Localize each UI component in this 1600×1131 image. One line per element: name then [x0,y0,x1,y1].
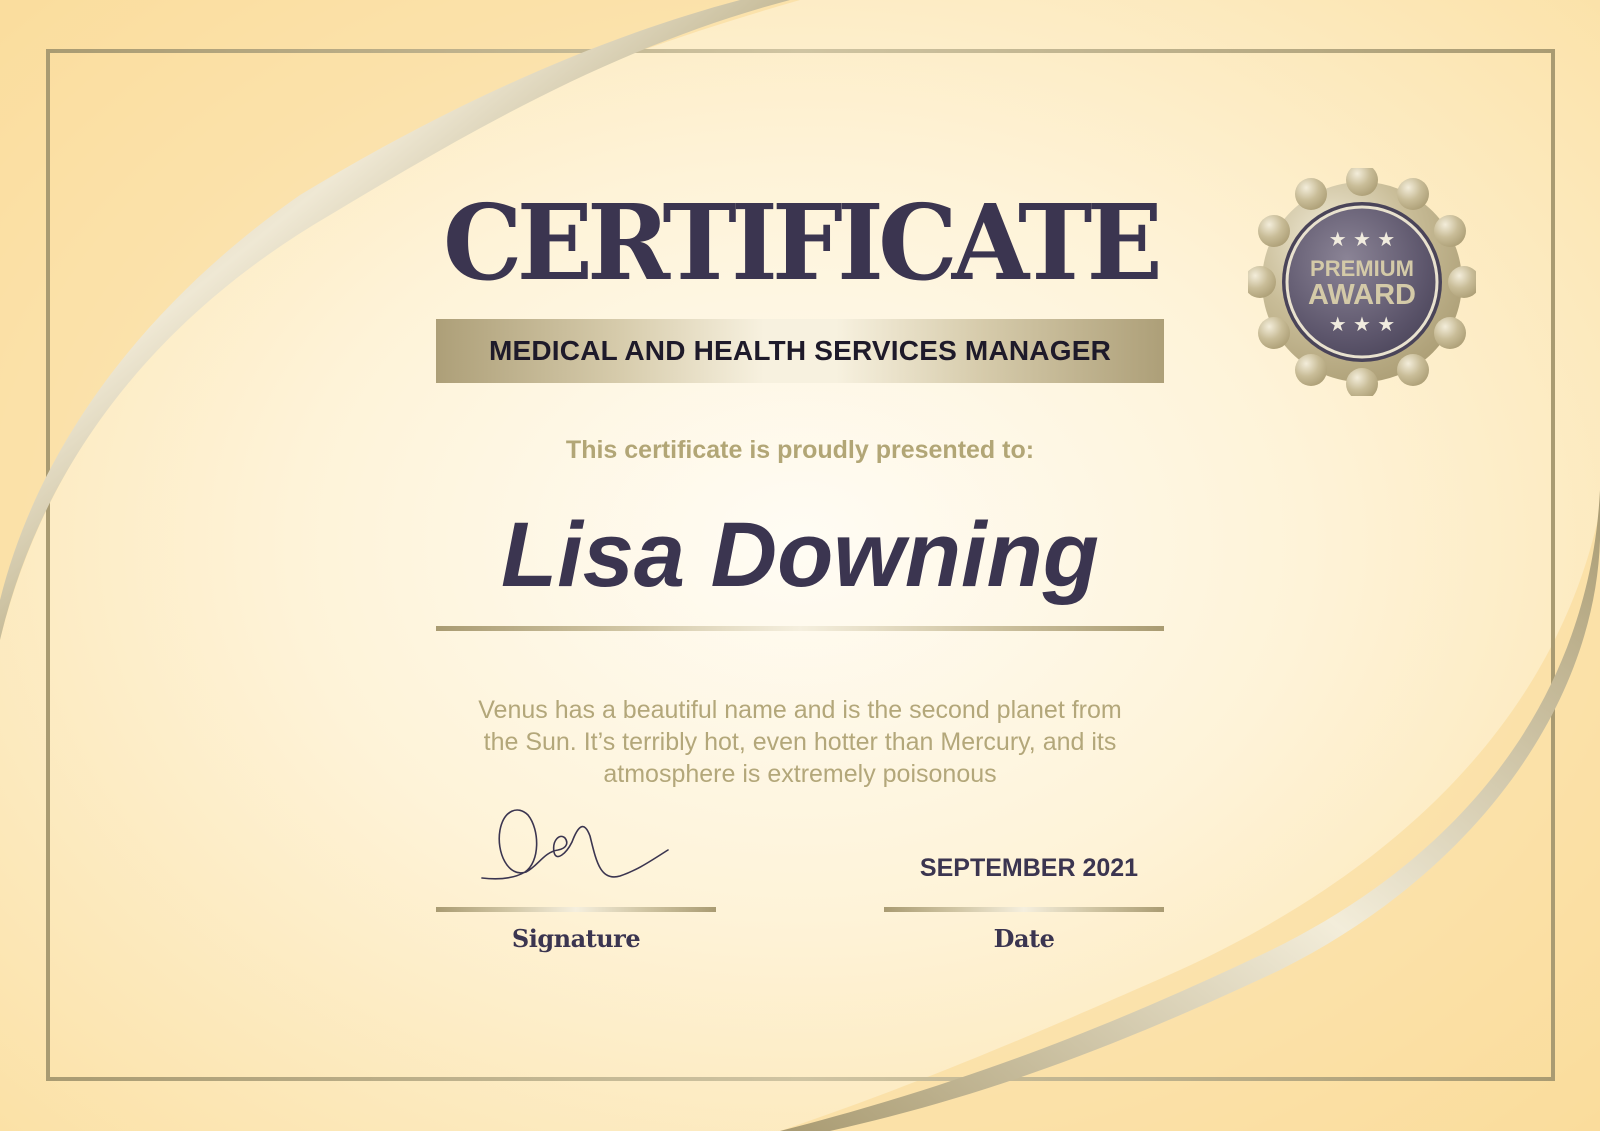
role-title: MEDICAL AND HEALTH SERVICES MANAGER [488,335,1111,366]
recipient-name: Lisa Downing [501,504,1099,606]
role-banner [436,319,1164,383]
seal-award-text: AWARD [1308,279,1416,311]
name-underline [436,626,1164,631]
signature-image [470,800,680,890]
certificate-title: CERTIFICATE [443,181,1157,304]
seal-bottom-stars: ★ ★ ★ [1328,312,1396,336]
premium-award-seal [1248,168,1476,396]
seal-top-stars: ★ ★ ★ [1328,227,1396,251]
certificate-description: Venus has a beautiful name and is the second planet from the Sun. It’s terribly hot, even hotter than Mercury, and its atmosphere is extremely poisonous [478,696,1122,788]
signature-label: Signature [511,924,641,953]
seal-premium-text: PREMIUM [1310,256,1414,281]
presented-to-text: This certificate is proudly presented to: [565,436,1035,464]
signature-line [436,907,716,912]
certificate-date: SEPTEMBER 2021 [919,854,1139,882]
date-line [884,907,1164,912]
date-label: Date [993,924,1055,953]
